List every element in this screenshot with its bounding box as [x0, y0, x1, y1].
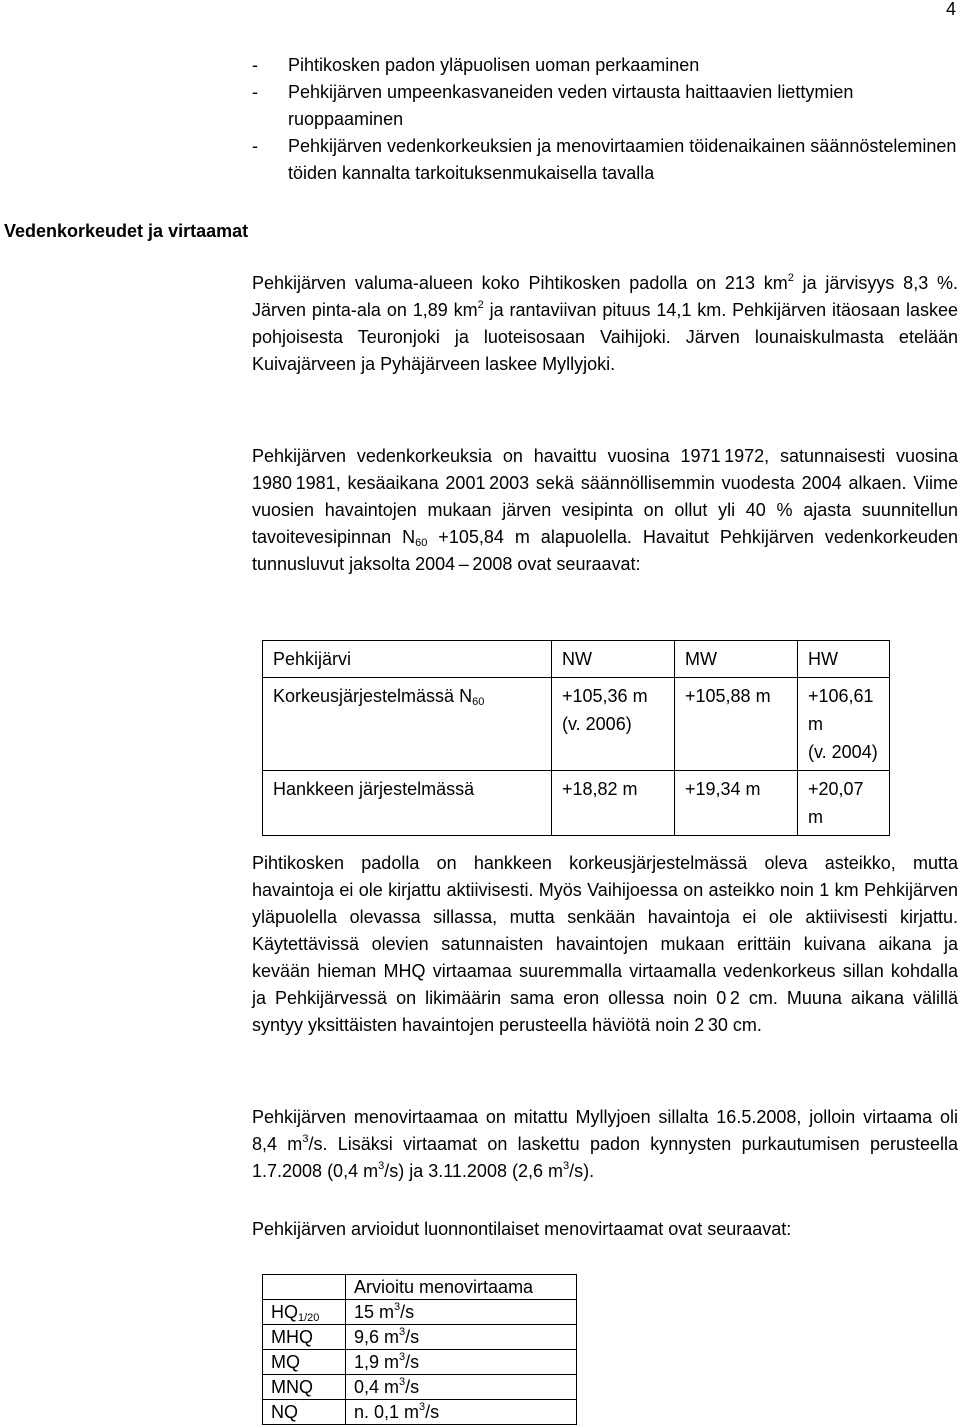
table-cell: MHQ: [263, 1325, 346, 1350]
table-row: [263, 1350, 577, 1375]
table-cell: NW: [552, 641, 675, 678]
table-cell: 15 $m^3/s$: [346, 1300, 577, 1325]
paragraph-estimated-flows: Pehkijärven arvioidut luonnontilaiset menovirtaamat ovat seuraavat:: [252, 1219, 792, 1239]
table-cell: 1,9 $m^3/s$: [346, 1350, 577, 1375]
table-cell: +106,61 m (v. 2004): [798, 678, 890, 771]
table-cell: Arvioitu menovirtaama: [346, 1275, 577, 1300]
table-cell: Hankkeen järjestelmässä: [263, 771, 552, 836]
table-cell: +18,82 m: [552, 771, 675, 836]
table-cell: +19,34 m: [675, 771, 798, 836]
table-cell: $HQ_{1/20}$: [263, 1300, 346, 1325]
table-row: [263, 641, 890, 678]
water-level-table: [262, 640, 890, 836]
table-cell: Korkeusjärjestelmässä $N_{60}$: [263, 678, 552, 771]
table-row: [263, 771, 890, 836]
bullet-item: - Pihtikosken padon yläpuolisen uoman perkaaminen: [252, 55, 700, 75]
table-cell: +105,88 m: [675, 678, 798, 771]
paragraph-catchment: Pehkijärven valuma-alueen koko Pihtikosken padolla on 213 $km^2$ ja järvisyys 8,3 %. Järven pinta-ala on 1,89 $km^2$ ja rantaviivan pituus 14,1 km. Pehkijärven itäosaan laskee pohjoisesta Teuronjoki ja luoteisosaan Vaihijoki. Järven lounaiskulmasta etelään Kuivajärveen ja Pyhäjärveen laskee Myllyjoki.: [252, 272, 958, 374]
paragraph-water-levels: Pehkijärven vedenkorkeuksia on havaittu vuosina 1971 1972, satunnaisesti vuosina 1980 1981, kesäaikana 2001 2003 sekä säännöllisemmin vuodesta 2004 alkaen. Viime vuosien havaintojen mukaan järven vesipinta on ollut yli 40 % ajasta suunnitellun tavoitevesipinnan $N_{60} +105,84$ m alapuolella. Havaitut Pehkijärven vedenkorkeuden tunnusluvut jaksolta 2004 – 2008 ovat seuraavat:: [252, 446, 958, 574]
table-cell: 9,6 $m^3/s$: [346, 1325, 577, 1350]
table-cell: Pehkijärvi: [263, 641, 552, 678]
paragraph-discharge: Pehkijärven menovirtaamaa on mitattu Myllyjoen sillalta 16.5.2008, jolloin virtaama oli 8,4 $m^3/s$. Lisäksi virtaamat on laskettu padon kynnysten purkautumisen perusteella 1.7.2008 (0,4 $m^3/s$) ja 3.11.2008 (2,6 $m^3/s$).: [252, 1107, 958, 1181]
table-cell: +105,36 m (v. 2006): [552, 678, 675, 771]
table-row: [263, 678, 890, 771]
table-row: [263, 1375, 577, 1400]
table-row: [263, 1300, 577, 1325]
flow-table: [262, 1274, 577, 1425]
section-heading: Vedenkorkeudet ja virtaamat: [4, 221, 249, 241]
table-row: [263, 1325, 577, 1350]
table-cell: +20,07 m: [798, 771, 890, 836]
page-number: 4: [945, 0, 956, 19]
paragraph-gauges: Pihtikosken padolla on hankkeen korkeusjärjestelmässä oleva asteikko, mutta havaintoja ei ole kirjattu aktiivisesti. Myös Vaihijoessa on asteikko noin 1 km Pehkijärven yläpuolella olevassa sillassa, mutta senkään havaintoja ei ole aktiivisesti kirjattu. Käytettävissä olevien satunnaisten havaintojen mukaan erittäin kuivana aikana ja kevään hieman MHQ virtaamaa suuremmalla virtaamalla vedenkorkeus sillan kohdalla ja Pehkijärvessä on likimäärin sama eron ollessa noin 0 2 cm. Muuna aikana välillä syntyy yksittäisten havaintojen perusteella häviötä noin 2 30 cm.: [252, 853, 958, 1035]
table-cell: MNQ: [263, 1375, 346, 1400]
table-cell: MW: [675, 641, 798, 678]
table-cell: 0,4 $m^3/s$: [346, 1375, 577, 1400]
table-row: [263, 1400, 577, 1425]
bullet-item: - Pehkijärven umpeenkasvaneiden veden virtausta haittaavien liettymien ruoppaaminen: [252, 82, 854, 129]
table-cell: NQ: [263, 1400, 346, 1425]
table-cell: [263, 1275, 346, 1300]
table-row: [263, 1275, 577, 1300]
table-cell: HW: [798, 641, 890, 678]
bullet-list: [252, 52, 960, 187]
table-cell: n. 0,1 $m^3/s$: [346, 1400, 577, 1425]
bullet-item: - Pehkijärven vedenkorkeuksien ja menovirtaamien töidenaikainen säännösteleminen töiden kannalta tarkoituksenmukaisella tavalla: [252, 136, 957, 183]
table-cell: MQ: [263, 1350, 346, 1375]
